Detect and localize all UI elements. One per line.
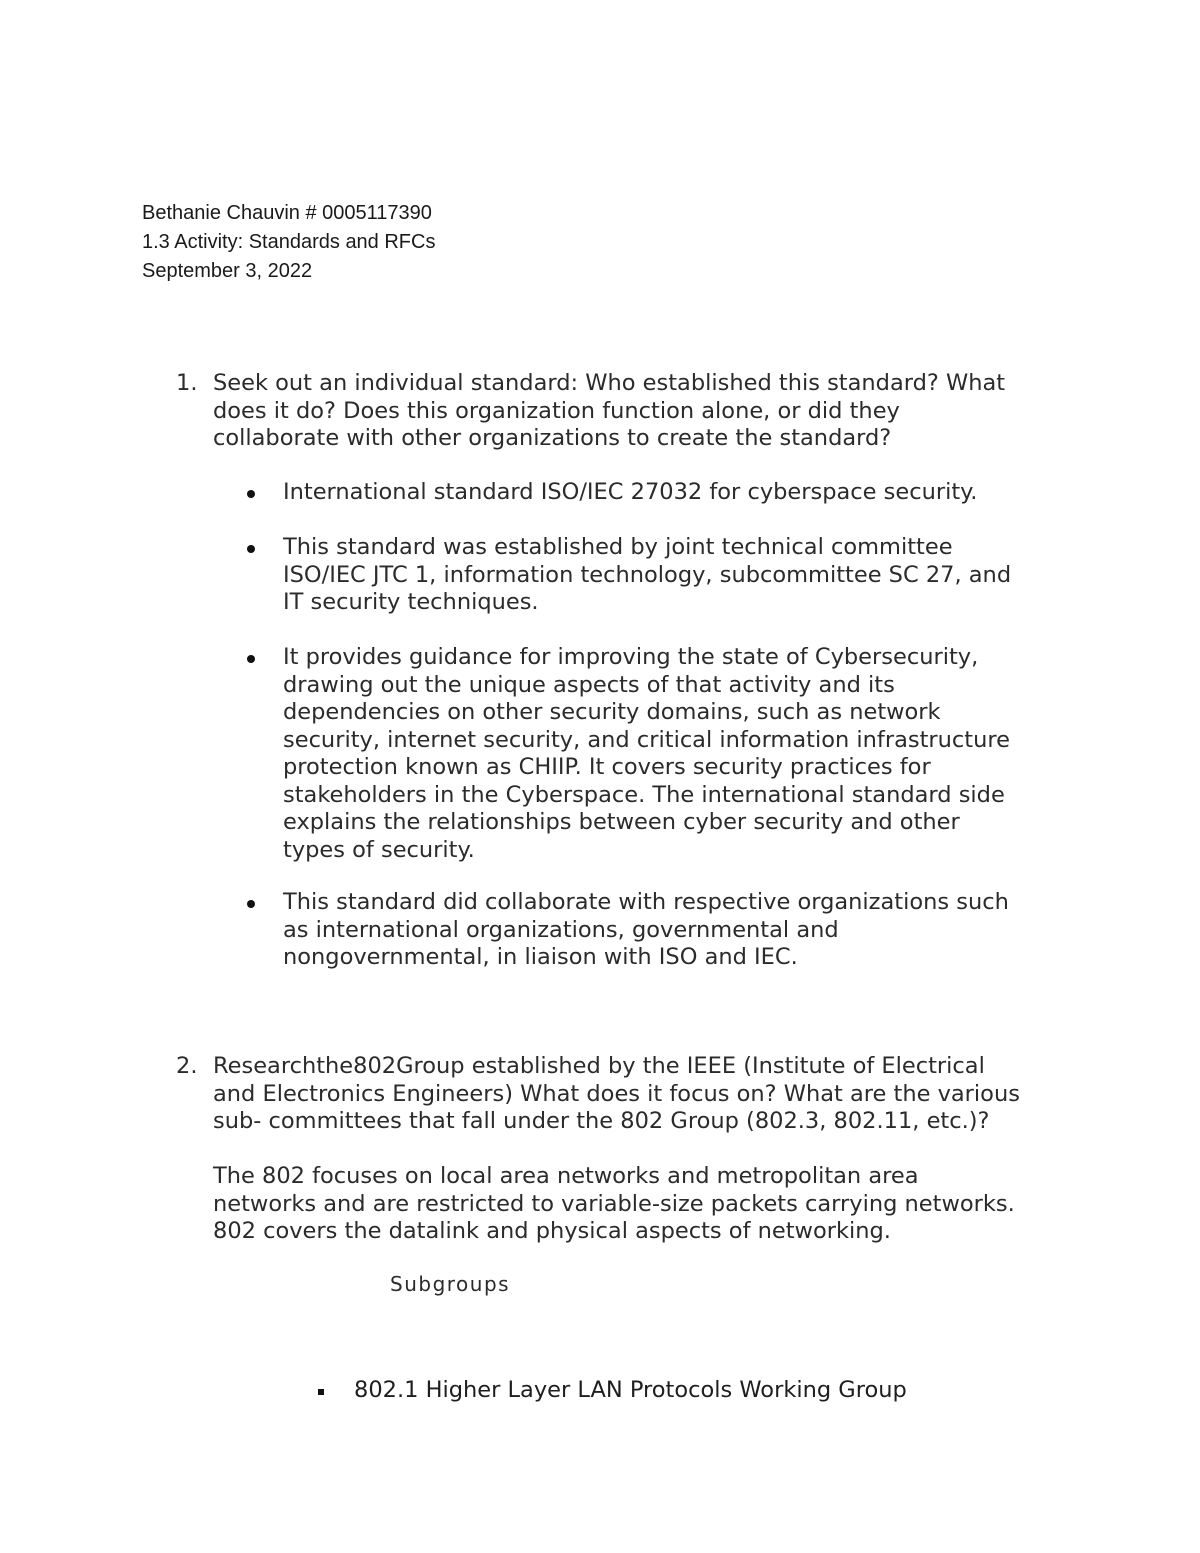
square-bullet-icon xyxy=(318,1389,324,1395)
author-name-line: Bethanie Chauvin # 0005117390 xyxy=(142,202,432,224)
answer-line: This standard was established by joint technical committee xyxy=(283,534,953,560)
question-text xyxy=(213,370,1073,453)
question-line: does it do? Does this organization function alone, or did they xyxy=(213,397,900,424)
answer-line: nongovernmental, in liaison with ISO and IEC. xyxy=(283,944,798,970)
answer-line: security, internet security, and critical information infrastructure xyxy=(283,726,1010,753)
answer-line: types of security. xyxy=(283,836,475,863)
answer-line: explains the relationships between cyber security and other xyxy=(283,809,960,835)
answer-line: dependencies on other security domains, such as network xyxy=(283,699,941,725)
answer-line: This standard did collaborate with respective organizations such xyxy=(283,889,1009,915)
answer-line: The 802 focuses on local area networks and metropolitan area xyxy=(213,1163,919,1189)
answer-line: 802 covers the datalink and physical aspects of networking. xyxy=(213,1218,891,1244)
answer-line: protection known as CHIIP. It covers security practices for xyxy=(283,754,931,780)
question-line: and Electronics Engineers) What does it focus on? What are the various xyxy=(213,1080,1020,1107)
date-line: September 3, 2022 xyxy=(142,260,313,282)
question-2-answer xyxy=(213,1163,1015,1246)
question-number: 2. xyxy=(176,1053,198,1079)
question-line: Seek out an individual standard: Who established this standard? What xyxy=(213,370,1006,396)
answer-line: It provides guidance for improving the state of Cybersecurity, xyxy=(283,644,979,670)
subgroups-heading: Subgroups xyxy=(390,1272,511,1296)
document-header xyxy=(142,199,435,286)
question-text xyxy=(213,1053,1073,1136)
answer-line: stakeholders in the Cyberspace. The international standard side xyxy=(283,781,1005,808)
activity-title-line: 1.3 Activity: Standards and RFCs xyxy=(142,231,436,253)
answer-line: IT security techniques. xyxy=(283,589,539,615)
bullet-icon xyxy=(247,545,255,553)
bullet-icon xyxy=(247,900,255,908)
question-line: Researchthe802Group established by the IEEE (Institute of Electrical xyxy=(213,1053,985,1079)
answer-line: ISO/IEC JTC 1, information technology, subcommittee SC 27, and xyxy=(283,561,1012,588)
answer-line: networks and are restricted to variable-size packets carrying networks. xyxy=(213,1190,1015,1217)
answer-line: International standard ISO/IEC 27032 for cyberspace security. xyxy=(283,479,978,505)
bullet-icon xyxy=(247,490,255,498)
question-number: 1. xyxy=(176,370,198,396)
answer-line: drawing out the unique aspects of that activity and its xyxy=(283,671,895,698)
subgroup-label: 802.1 Higher Layer LAN Protocols Working Group xyxy=(354,1377,907,1403)
question-line: collaborate with other organizations to create the standard? xyxy=(213,425,892,451)
question-line: sub- committees that fall under the 802 Group (802.3, 802.11, etc.)? xyxy=(213,1108,990,1134)
answer-line: as international organizations, governmental and xyxy=(283,916,839,943)
bullet-icon xyxy=(247,655,255,663)
